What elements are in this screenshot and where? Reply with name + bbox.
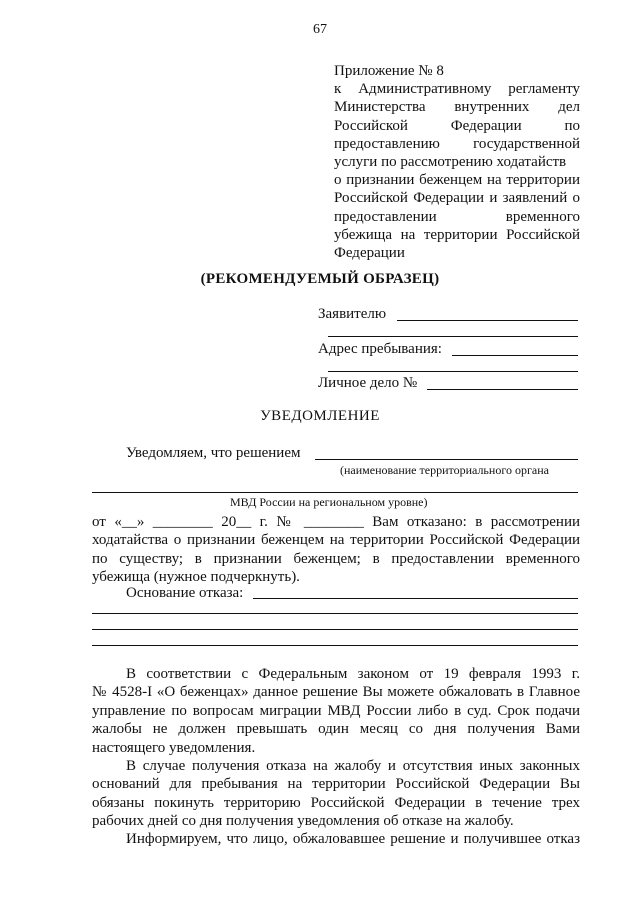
- body-line: В случае получения отказа на жалобу и отсутствия иных законных: [126, 758, 580, 774]
- case-number-field[interactable]: [427, 389, 578, 390]
- appendix-line: Приложение № 8: [334, 63, 444, 79]
- appendix-line: к Административному регламенту: [334, 81, 580, 98]
- reason-field-line2[interactable]: [92, 613, 578, 614]
- appendix-line: предоставлении временного: [334, 208, 580, 225]
- reason-label: Основание отказа:: [126, 585, 244, 601]
- decision-intro: Уведомляем, что решением: [126, 445, 301, 461]
- page-number: 67: [313, 22, 327, 37]
- appendix-header: [334, 62, 580, 262]
- appendix-line: убежища на территории Российской: [334, 226, 580, 243]
- body-line: жалобы не должен превышать один месяц со дня получения Вами: [92, 721, 580, 738]
- authority-field[interactable]: [315, 459, 578, 460]
- reason-field-line4[interactable]: [92, 645, 578, 646]
- inform-paragraph: [92, 830, 580, 848]
- appendix-line: Российской Федерации по: [334, 117, 580, 134]
- body-line: оснований для пребывания на территории Российской Федерации Вы: [92, 776, 580, 793]
- body-line: настоящего уведомления.: [92, 739, 256, 756]
- notice-title: УВЕДОМЛЕНИЕ: [260, 408, 380, 424]
- decision-text: [92, 513, 580, 587]
- appendix-line: Министерства внутренних дел: [334, 99, 580, 116]
- body-line: рабочих дней со дня получения уведомления об отказе на жалобу.: [92, 813, 514, 830]
- case-label: Личное дело №: [318, 375, 418, 391]
- appendix-line: Федерации: [334, 245, 405, 262]
- appeal-paragraph: [92, 665, 580, 757]
- applicant-field-line2[interactable]: [328, 336, 578, 337]
- decision-line: по существу; в признании беженцем; в предоставлении временного: [92, 550, 580, 567]
- authority-caption-2: МВД России на региональном уровне): [230, 495, 428, 509]
- address-label: Адрес пребывания:: [318, 341, 442, 357]
- authority-caption: (наименование территориального органа: [340, 463, 549, 477]
- body-line: управление по вопросам миграции МВД России либо в суд. Срок подачи: [92, 702, 580, 719]
- reason-field-line3[interactable]: [92, 629, 578, 630]
- applicant-label: Заявителю: [318, 306, 387, 322]
- authority-field-line2[interactable]: [92, 492, 578, 493]
- body-line: обязаны покинуть территорию Российской Федерации в течение трех: [92, 794, 580, 811]
- appendix-line: услуги по рассмотрению ходатайств: [334, 154, 567, 171]
- decision-line: убежища (нужное подчеркнуть).: [92, 569, 300, 586]
- appendix-line: Российской Федерации и заявлений о: [334, 190, 580, 207]
- body-line: В соответствии с Федеральным законом от 19 февраля 1993 г.: [126, 666, 580, 682]
- address-field-line2[interactable]: [328, 371, 578, 372]
- appendix-line: о признании беженцем на территории: [334, 172, 580, 189]
- decision-line: ходатайства о признании беженцем на территории Российской Федерации: [92, 532, 580, 549]
- sample-title: (РЕКОМЕНДУЕМЫЙ ОБРАЗЕЦ): [200, 271, 440, 287]
- rejection-paragraph: [92, 757, 580, 831]
- applicant-field[interactable]: [397, 320, 578, 321]
- body-line: Информируем, что лицо, обжаловавшее решение и получившее отказ: [126, 831, 580, 847]
- address-field[interactable]: [452, 355, 578, 356]
- appendix-line: предоставлению государственной: [334, 135, 580, 152]
- body-line: № 4528-I «О беженцах» данное решение Вы можете обжаловать в Главное: [92, 684, 580, 701]
- reason-field[interactable]: [253, 598, 578, 599]
- decision-line: от «__» ________ 20__ г. № ________ Вам отказано: в рассмотрении: [92, 514, 580, 530]
